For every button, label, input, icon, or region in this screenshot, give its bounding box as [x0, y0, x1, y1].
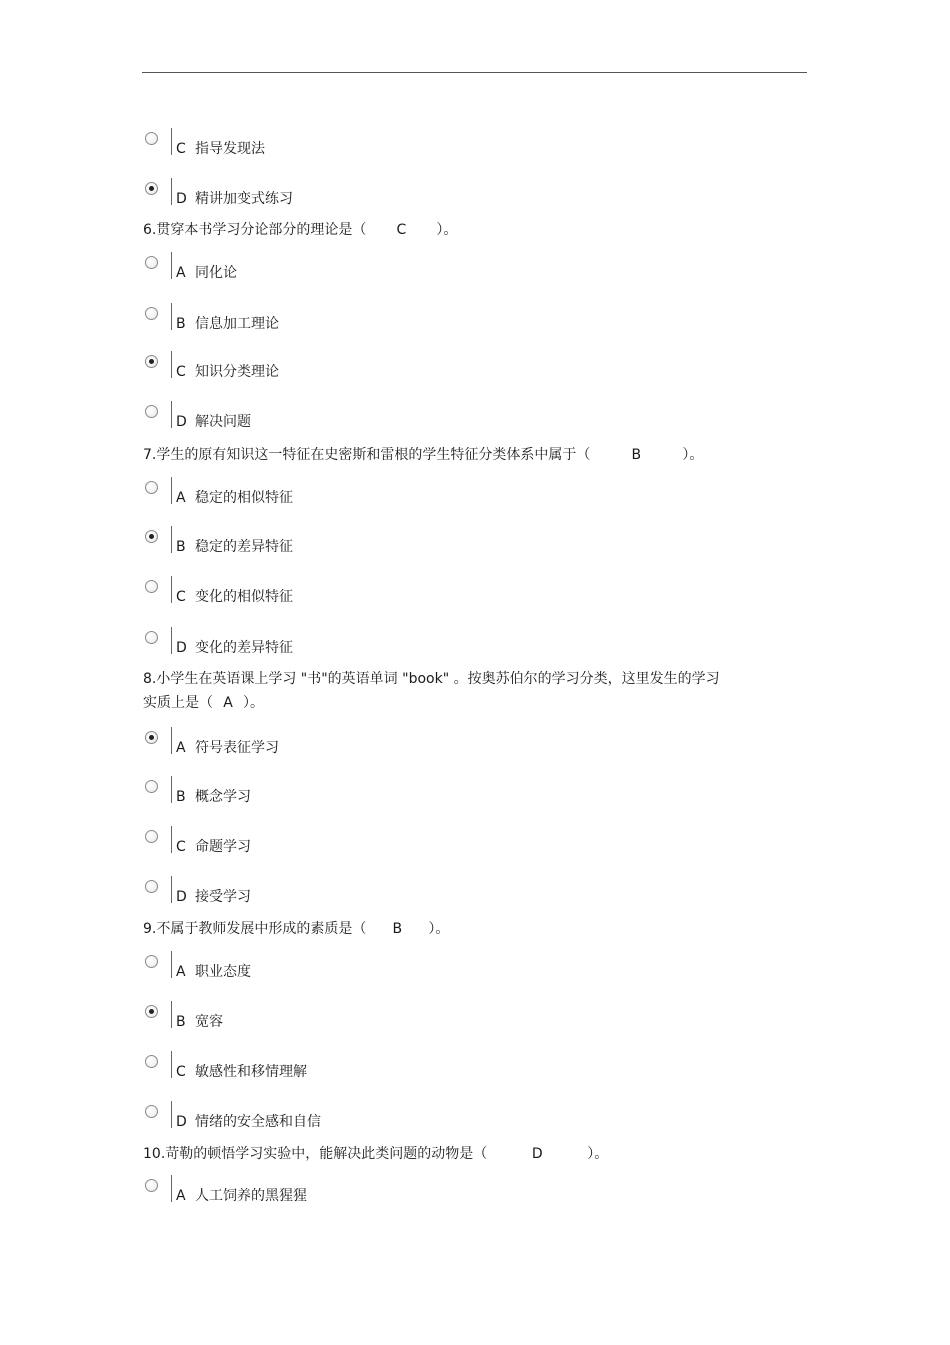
option-divider	[171, 526, 172, 553]
option-divider	[171, 576, 172, 603]
option-label: B 概念学习	[176, 789, 251, 805]
option-q10-a[interactable]	[143, 1175, 743, 1215]
question-8-text-line1: 8.小学生在英语课上学习 "书"的英语单词 "book" 。按奥苏伯尔的学习分类，这里发生的学习	[143, 671, 720, 687]
option-q9-a[interactable]	[143, 951, 743, 991]
option-divider	[171, 252, 172, 279]
option-divider	[171, 727, 172, 754]
radio-button[interactable]	[145, 256, 158, 269]
radio-button[interactable]	[145, 580, 158, 593]
option-divider	[171, 178, 172, 205]
question-6-text: 6.贯穿本书学习分论部分的理论是（ C ）。	[143, 222, 458, 238]
option-divider	[171, 776, 172, 803]
radio-button[interactable]	[145, 405, 158, 418]
option-q6-a[interactable]	[143, 252, 743, 292]
radio-button[interactable]	[145, 1179, 158, 1192]
option-divider	[171, 477, 172, 504]
option-label: D 情绪的安全感和自信	[176, 1114, 321, 1130]
answer-9: B	[392, 921, 403, 937]
radio-button-selected[interactable]	[145, 182, 158, 195]
radio-button[interactable]	[145, 132, 158, 145]
option-label: A 职业态度	[176, 964, 251, 980]
option-divider	[171, 627, 172, 654]
option-q8-d[interactable]	[143, 876, 743, 916]
option-q6-d[interactable]	[143, 401, 743, 441]
option-label: B 稳定的差异特征	[176, 539, 293, 555]
option-divider	[171, 876, 172, 903]
option-divider	[171, 951, 172, 978]
answer-6: C	[396, 222, 407, 238]
option-label: D 解决问题	[176, 414, 251, 430]
radio-dot-icon	[149, 359, 154, 364]
radio-button[interactable]	[145, 481, 158, 494]
option-q8-a[interactable]	[143, 727, 743, 767]
radio-button[interactable]	[145, 830, 158, 843]
radio-dot-icon	[149, 534, 154, 539]
option-q8-b[interactable]	[143, 776, 743, 816]
option-label: D 变化的差异特征	[176, 640, 293, 656]
option-label: D 接受学习	[176, 889, 251, 905]
option-q5-c[interactable]	[143, 128, 743, 168]
option-divider	[171, 826, 172, 853]
option-label: C 指导发现法	[176, 141, 265, 157]
option-q9-c[interactable]	[143, 1051, 743, 1091]
option-label: A 稳定的相似特征	[176, 490, 293, 506]
radio-button[interactable]	[145, 631, 158, 644]
radio-button-selected[interactable]	[145, 355, 158, 368]
header-rule	[142, 72, 807, 73]
answer-10: D	[531, 1146, 543, 1162]
option-q7-c[interactable]	[143, 576, 743, 616]
option-label: C 知识分类理论	[176, 364, 279, 380]
radio-button[interactable]	[145, 880, 158, 893]
option-q5-d[interactable]	[143, 178, 743, 218]
radio-button[interactable]	[145, 780, 158, 793]
radio-dot-icon	[149, 735, 154, 740]
answer-7: B	[631, 447, 642, 463]
option-q7-d[interactable]	[143, 627, 743, 667]
option-label: A 符号表征学习	[176, 740, 279, 756]
option-label: C 命题学习	[176, 839, 251, 855]
question-7-text: 7.学生的原有知识这一特征在史密斯和雷根的学生特征分类体系中属于（ B ）。	[143, 447, 704, 463]
option-label: D 精讲加变式练习	[176, 191, 293, 207]
option-label: B 宽容	[176, 1014, 223, 1030]
radio-button-selected[interactable]	[145, 1005, 158, 1018]
option-divider	[171, 1175, 172, 1202]
option-q7-a[interactable]	[143, 477, 743, 517]
radio-button-selected[interactable]	[145, 530, 158, 543]
option-q6-b[interactable]	[143, 303, 743, 343]
radio-button[interactable]	[145, 1105, 158, 1118]
question-10-text: 10.苛勒的顿悟学习实验中，能解决此类问题的动物是（ D ）。	[143, 1146, 609, 1162]
option-q9-d[interactable]	[143, 1101, 743, 1141]
option-q7-b[interactable]	[143, 526, 743, 566]
radio-dot-icon	[149, 1009, 154, 1014]
option-q8-c[interactable]	[143, 826, 743, 866]
radio-button-selected[interactable]	[145, 731, 158, 744]
option-label: C 敏感性和移情理解	[176, 1064, 307, 1080]
option-label: C 变化的相似特征	[176, 589, 293, 605]
option-label: A 同化论	[176, 265, 237, 281]
option-label: B 信息加工理论	[176, 316, 279, 332]
radio-button[interactable]	[145, 307, 158, 320]
option-divider	[171, 351, 172, 378]
option-label: A 人工饲养的黑猩猩	[176, 1188, 307, 1204]
question-9-text: 9.不属于教师发展中形成的素质是（ B ）。	[143, 921, 450, 937]
option-q6-c[interactable]	[143, 351, 743, 391]
option-divider	[171, 128, 172, 155]
option-divider	[171, 1001, 172, 1028]
option-divider	[171, 1101, 172, 1128]
radio-button[interactable]	[145, 1055, 158, 1068]
option-divider	[171, 1051, 172, 1078]
option-q9-b[interactable]	[143, 1001, 743, 1041]
option-divider	[171, 401, 172, 428]
option-divider	[171, 303, 172, 330]
question-8-text-line2: 实质上是（ A ）。	[143, 695, 264, 711]
radio-dot-icon	[149, 186, 154, 191]
answer-8: A	[223, 695, 233, 711]
radio-button[interactable]	[145, 955, 158, 968]
